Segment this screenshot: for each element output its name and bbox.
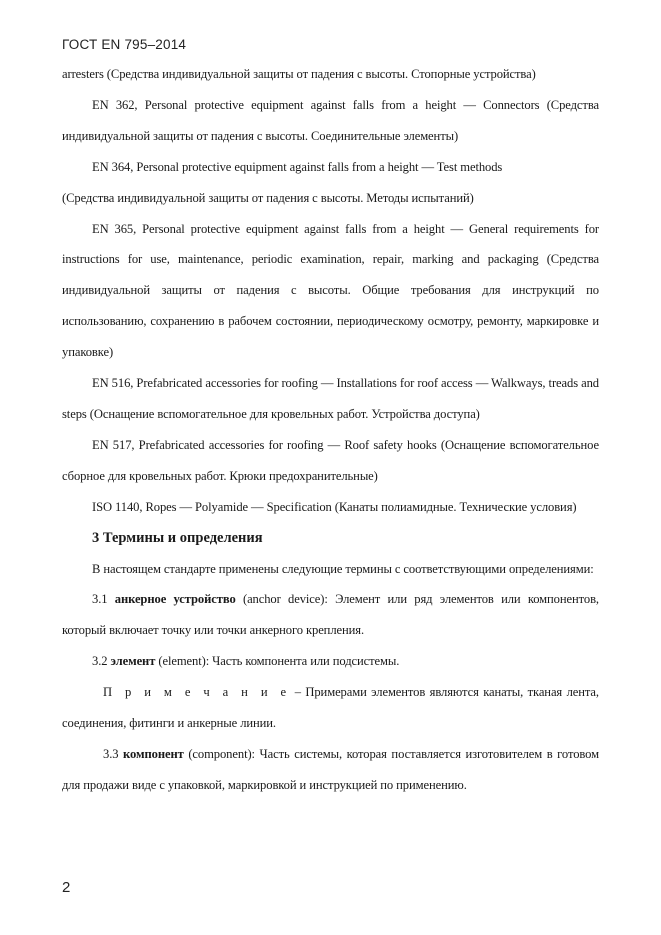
term-name: компонент [123,746,184,761]
reference-item: EN 364, Personal protective equipment against falls from a height — Test methods [92,159,503,174]
term-text: (anchor device): Элемент или ряд элементов или компонентов, который включает точку или точки анкерного крепления. [62,592,599,638]
reference-item: EN 517, Prefabricated accessories for roofing — Roof safety hooks (Оснащение вспомогательное сборное для кровельных работ. Крюки предохранительные) [62,437,599,483]
term-name: анкерное устройство [114,592,236,607]
section-heading: 3 Термины и определения [92,529,263,546]
term-number: 3.2 [92,654,108,669]
note-text: – Примерами элементов являются канаты, тканая лента, соединения, фитинги и анкерные линии. [62,685,599,731]
section-intro: В настоящем стандарте применены следующие термины с соответствующими определениями: [92,561,594,576]
reference-item: EN 516, Prefabricated accessories for roofing — Installations for roof access — Walkways, treads and steps (Оснащение вспомогательное для кровельных работ. Устройства доступа) [62,376,599,421]
reference-item: arresters (Средства индивидуальной защиты от падения с высоты. Стопорные устройства) [62,67,536,81]
term-text: (element): Часть компонента или подсистемы. [158,654,400,669]
standard-header: ГОСТ EN 795–2014 [62,37,187,52]
term-definition [62,739,599,801]
page-number: 2 [62,879,71,896]
reference-item: ISO 1140, Ropes — Polyamide — Specification (Канаты полиамидные. Технические условия) [92,499,577,514]
reference-item: EN 362, Personal protective equipment against falls from a height — Connectors (Средства индивидуальной защиты от падения с высоты. Соединительные элементы) [62,97,599,143]
term-number: 3.3 [103,746,119,761]
term-definition [62,584,599,646]
reference-item: EN 365, Personal protective equipment against falls from a height — General requirements for instructions for use, maintenance, periodic examination, repair, marking and packaging (Средства индивидуальной защиты от падения с высоты. Общие требования для инструкций по использованию, сохранению в рабочем состоянии, периодическому осмотру, ремонту, маркировке и упаковке) [62,221,599,360]
note [62,677,599,739]
term-definition [62,646,599,677]
term-name: элемент [110,654,156,669]
term-text: (component): Часть системы, которая поставляется изготовителем в готовом для продажи виде с упаковкой, маркировкой и инструкцией по применению. [62,746,599,792]
document-body [62,59,599,801]
term-number: 3.1 [92,592,108,607]
reference-item-continuation: (Средства индивидуальной защиты от падения с высоты. Методы испытаний) [62,190,474,205]
note-label: П р и м е ч а н и е [103,685,291,700]
